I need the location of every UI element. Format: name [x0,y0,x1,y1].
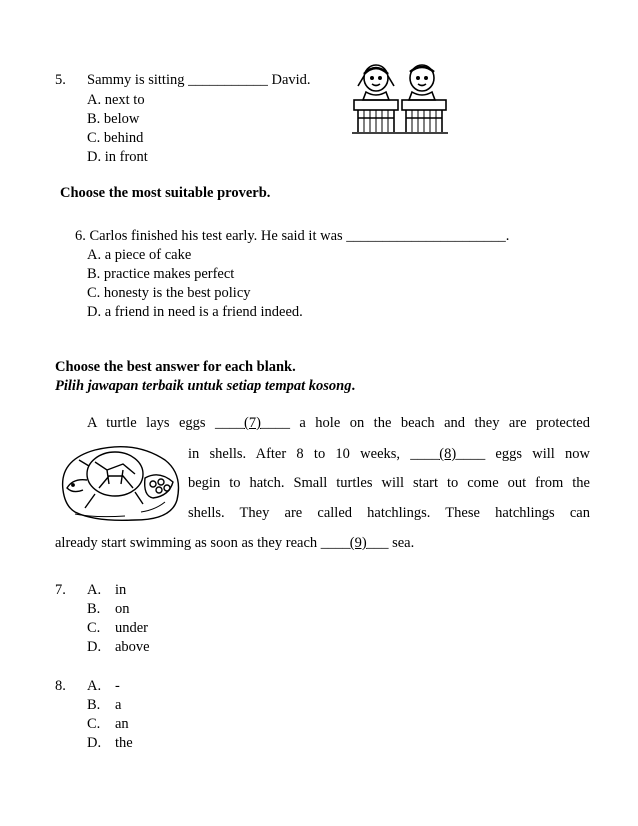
q8-option-c-text: an [115,716,129,732]
q8-option-b-text: a [115,697,122,713]
q8-number: 8. [55,678,66,694]
q6-option-c: C. honesty is the best policy [87,285,251,301]
q7-option-d-letter: D. [87,639,102,655]
q8-option-d-text: the [115,735,133,751]
passage-line-3: begin to hatch. Small turtles will start to come out from the [188,475,590,491]
q7-number: 7. [55,582,66,598]
passage-line-1: A turtle lays eggs ____(7)____ a hole on the beach and they are protected [87,415,590,431]
q6-option-b: B. practice makes perfect [87,266,235,282]
q8-option-b-letter: B. [87,697,101,713]
section-heading-proverb: Choose the most suitable proverb. [60,185,271,201]
q6-option-a: A. a piece of cake [87,247,192,263]
passage-line-4: shells. They are called hatchlings. These hatchlings can [188,505,590,521]
q7-option-c-text: under [115,620,149,636]
q5-option-c: C. behind [87,130,144,146]
q7-option-a-text: in [115,582,127,598]
q5-option-b: B. below [87,111,140,127]
blank-8: (8) [439,446,457,462]
q8-option-a-letter: A. [87,678,102,694]
q7-option-a-letter: A. [87,582,102,598]
q5-number: 5. [55,72,66,88]
q5-option-d: D. in front [87,149,148,165]
q7-option-c-letter: C. [87,620,101,636]
turtle-illustration [55,440,185,525]
passage-line-2: in shells. After 8 to 10 weeks, ____(8)____ eggs will now [188,446,590,462]
section-heading-cloze-malay: Pilih jawapan terbaik untuk setiap tempat kosong. [55,378,356,394]
passage-line-5: already start swimming as soon as they reach ____(9)___ sea. [55,535,415,551]
q6-option-d: D. a friend in need is a friend indeed. [87,304,303,320]
section-heading-cloze: Choose the best answer for each blank. [55,359,296,375]
q5-option-a: A. next to [87,92,145,108]
q7-option-d-text: above [115,639,150,655]
q7-option-b-text: on [115,601,130,617]
q6-stem: 6. Carlos finished his test early. He said it was ______________________. [75,228,510,244]
q8-option-a-text: - [115,678,120,694]
blank-9: (9) [349,535,367,551]
q8-option-c-letter: C. [87,716,101,732]
kids-at-desk-illustration [350,58,450,136]
q7-option-b-letter: B. [87,601,101,617]
q5-stem: Sammy is sitting ___________ David. [87,72,311,88]
blank-7: (7) [244,415,261,431]
q8-option-d-letter: D. [87,735,102,751]
